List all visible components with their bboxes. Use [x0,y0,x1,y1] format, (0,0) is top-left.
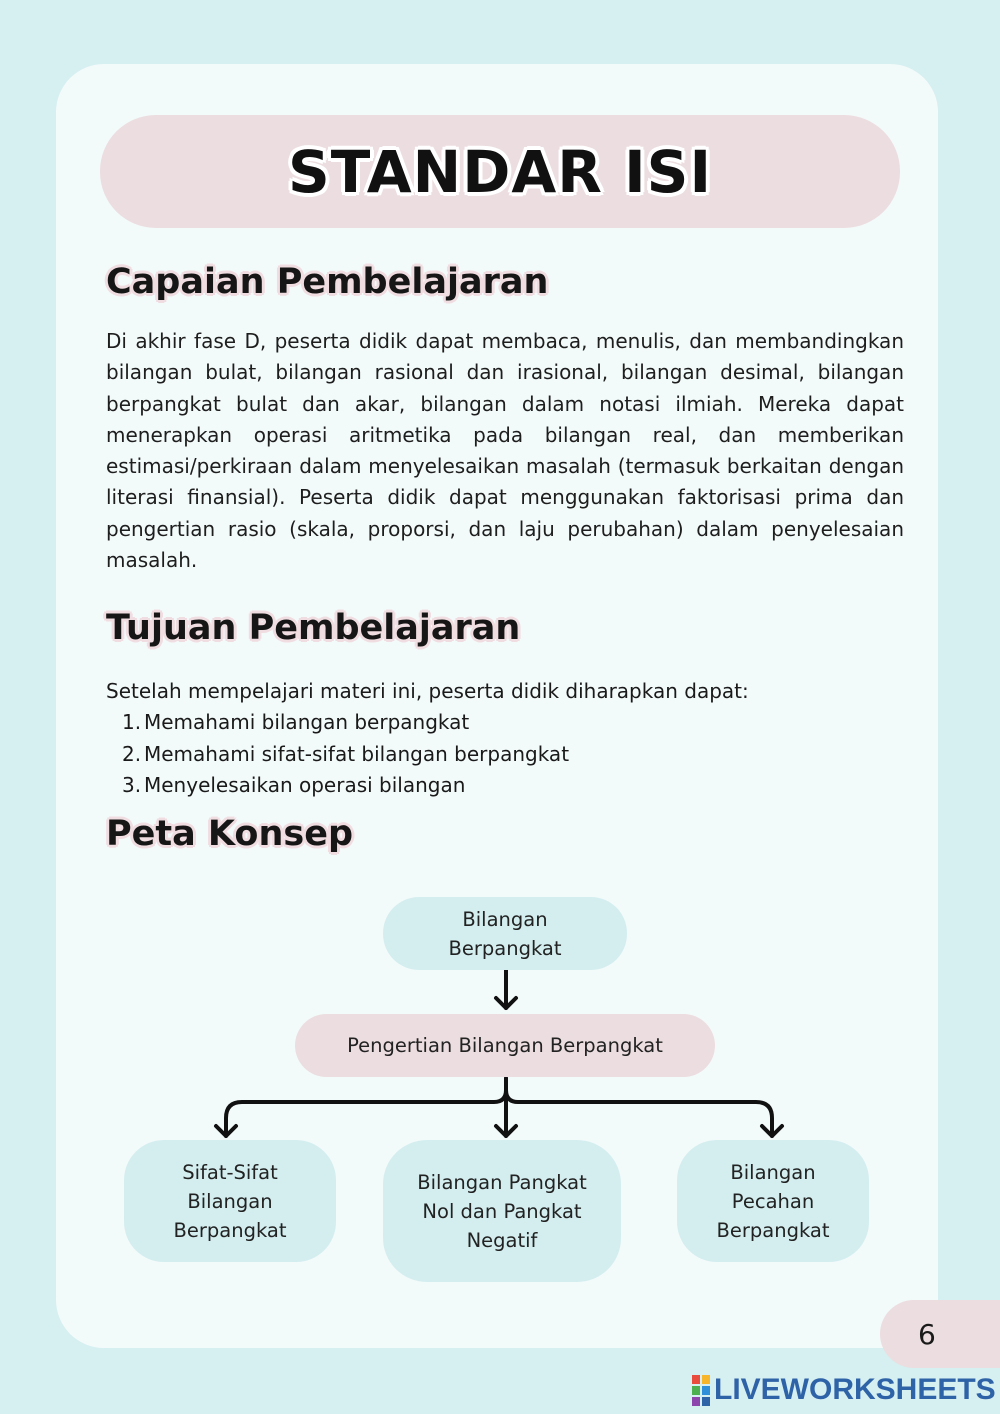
list-text: Memahami sifat-sifat bilangan berpangkat [144,741,570,766]
capaian-heading: Capaian Pembelajaran [106,262,549,302]
peta-heading: Peta Konsep [106,814,354,854]
concept-node-label: Bilangan Pangkat Nol dan Pangkat Negatif [417,1170,587,1252]
concept-node-label: Sifat-Sifat Bilangan Berpangkat [173,1160,287,1242]
list-text: Menyelesaikan operasi bilangan [144,773,466,797]
concept-node-label: Pengertian Bilangan Berpangkat [347,1034,663,1057]
brand-logo-icon [692,1375,710,1406]
concept-node-leaf-3 [677,1140,869,1262]
concept-node-label: Bilangan Pecahan Berpangkat [716,1160,830,1242]
page-title: STANDAR ISI [287,137,713,206]
list-text: Memahami bilangan berpangkat [144,710,470,734]
concept-node-leaf-2 [383,1140,621,1282]
brand-name: LIVEWORKSHEETS [714,1373,996,1406]
brand-watermark [692,1372,996,1408]
concept-node-middle [295,1014,715,1077]
capaian-paragraph: Di akhir fase D, peserta didik dapat membaca, menulis, dan membandingkan bilangan bulat, bilangan rasional dan irasional, bilangan desimal, bilangan berpangkat bulat dan akar, bilangan dalam notasi ilmiah. Mereka dapat menerapkan operasi aritmetika pada bilangan real, dan memberikan estimasi/perkiraan dalam menyelesaikan masalah (termasuk berkaitan dengan literasi finansial). Peserta didik dapat menggunakan faktorisasi prima dan pengertian rasio (skala, proporsi, dan laju perubahan) dalam penyelesaian masalah. [106,329,904,573]
list-number: 1. [122,710,142,734]
concept-node-root [383,897,627,970]
concept-node-leaf-1 [124,1140,336,1262]
tujuan-heading: Tujuan Pembelajaran [106,608,521,648]
page-number: 6 [880,1300,1000,1368]
list-number: 2. [122,741,142,766]
concept-node-label: Bilangan Berpangkat [448,907,562,960]
list-number: 3. [122,773,142,797]
tujuan-intro: Setelah mempelajari materi ini, peserta didik diharapkan dapat: [106,679,749,703]
